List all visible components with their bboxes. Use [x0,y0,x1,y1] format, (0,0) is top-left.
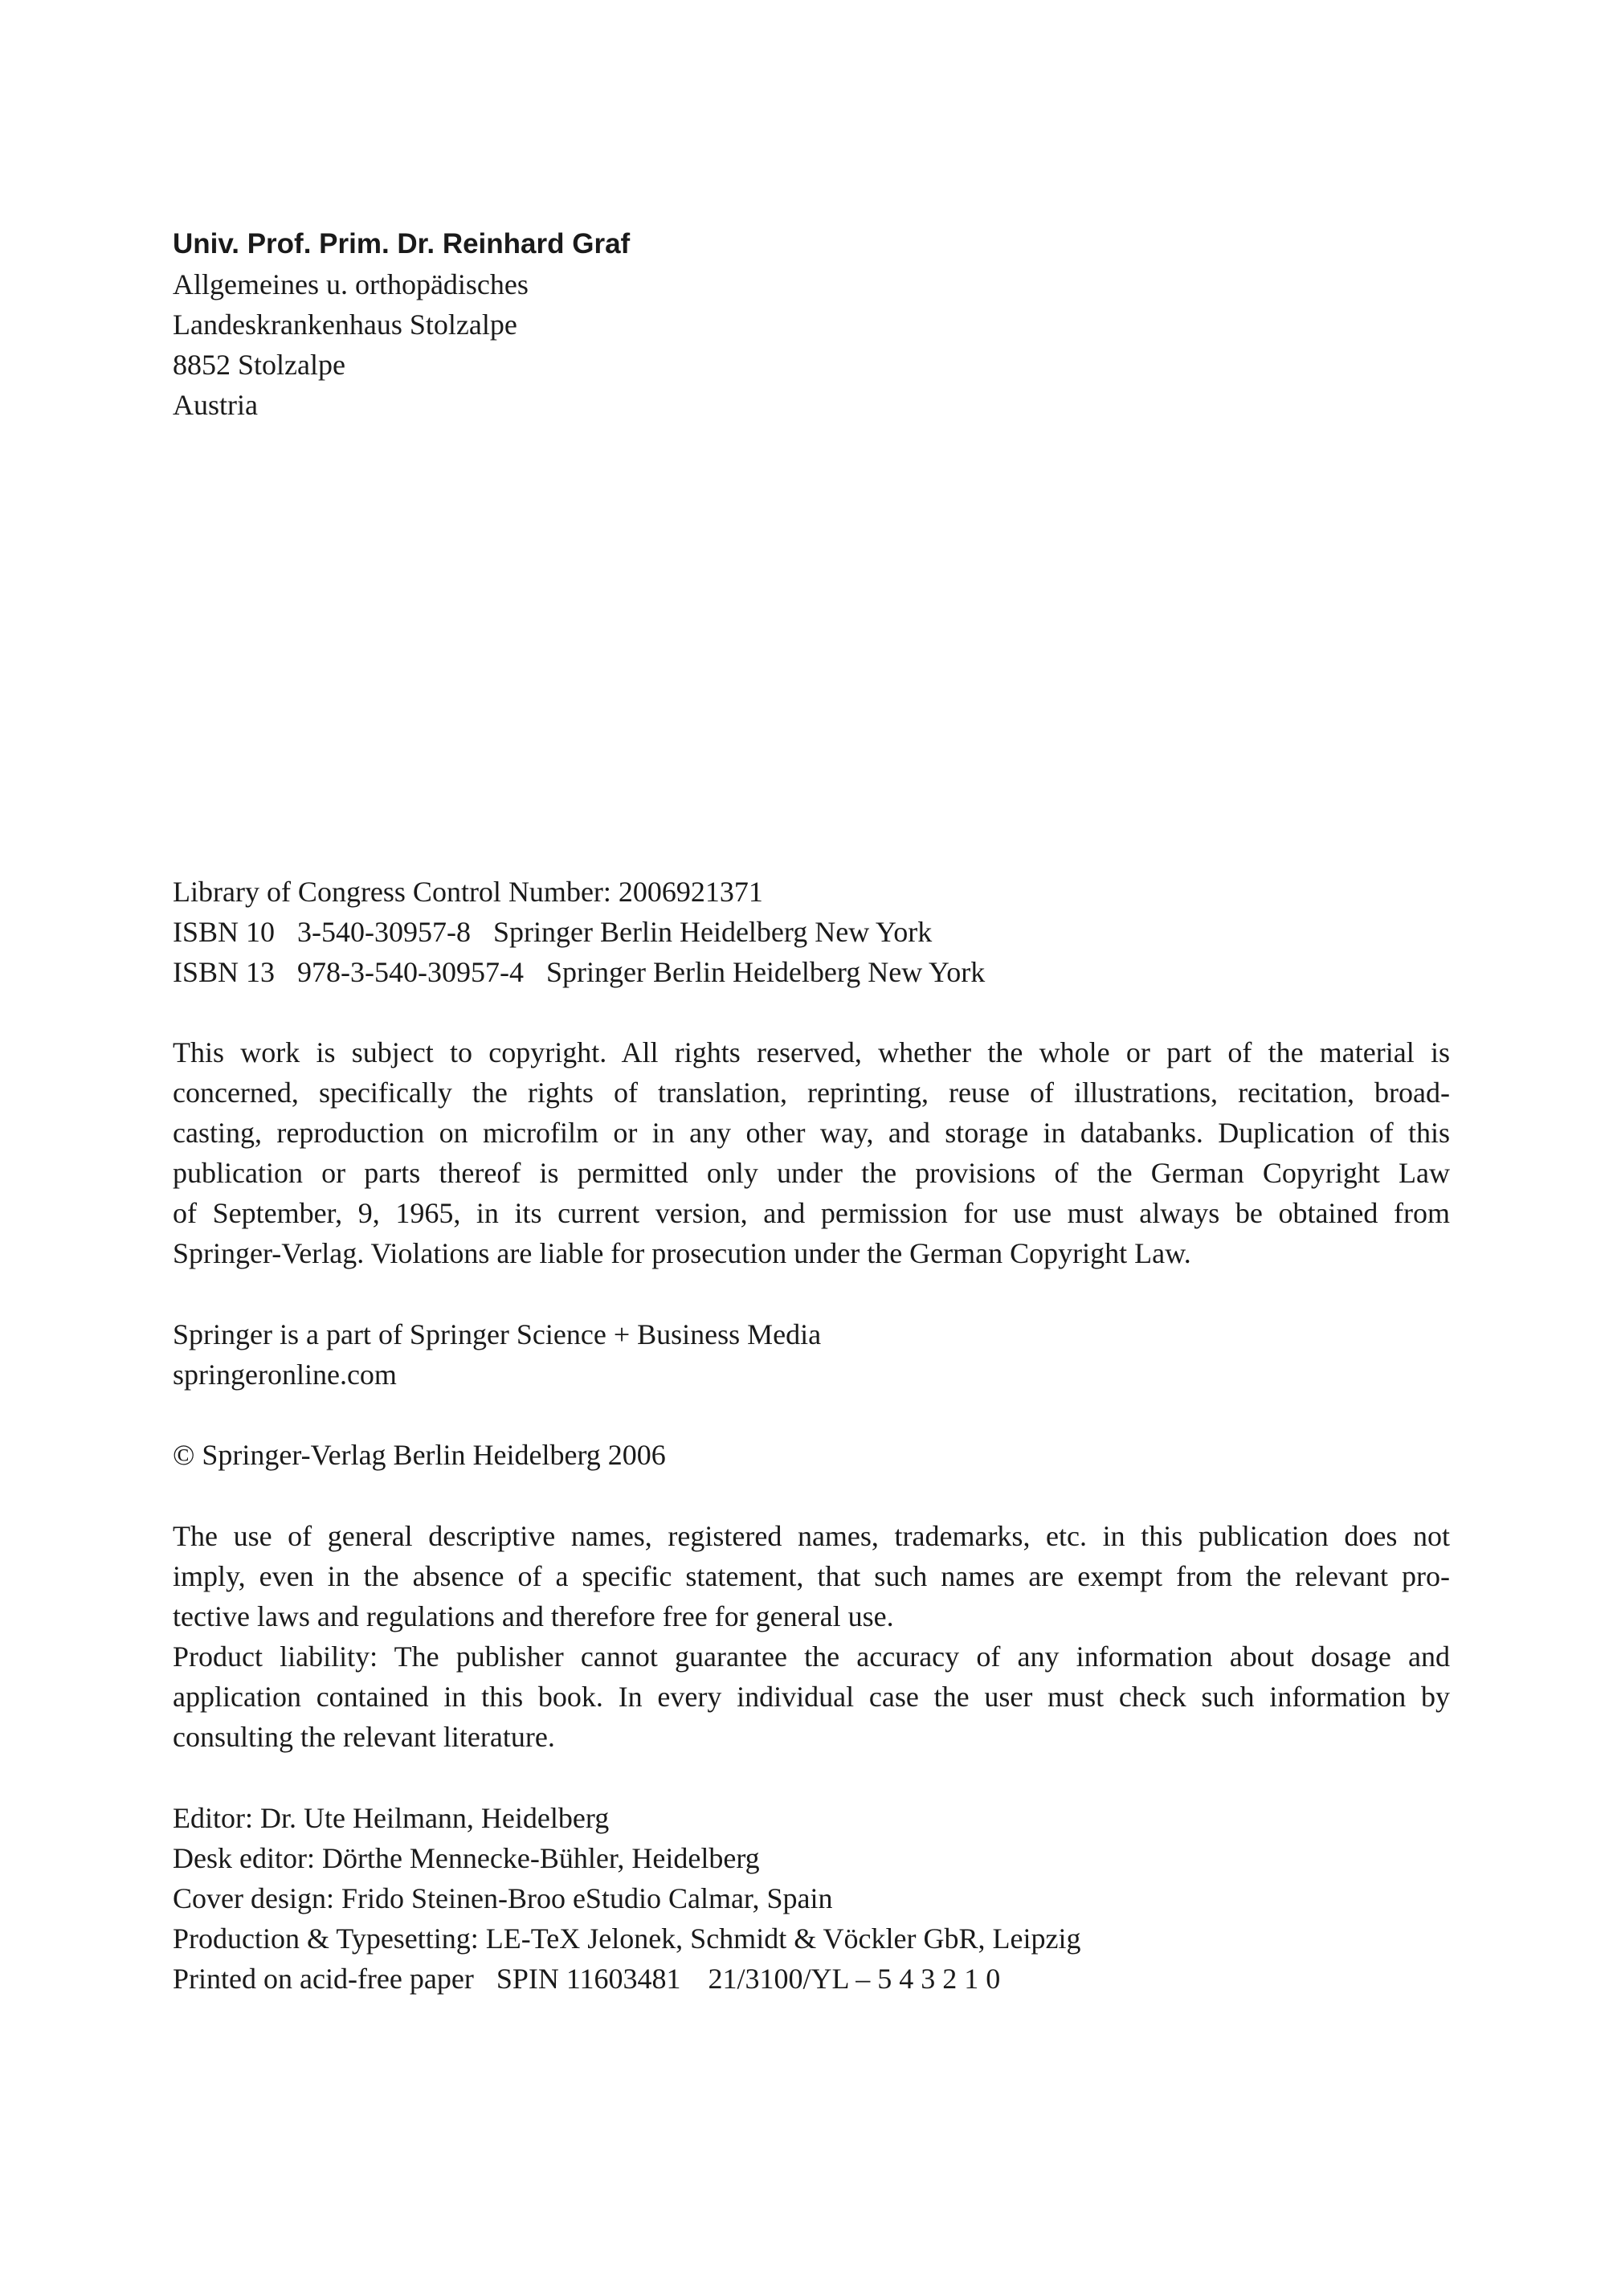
printed-label: Printed on acid-free paper [173,1963,474,1995]
spin-number: SPIN 11603481 [496,1963,681,1995]
liability-line: consulting the relevant literature. [173,1721,555,1753]
trademark-line: The use of general descriptive names, registered names, trademarks, etc. in this publication does not [173,1520,1450,1552]
isbn13-label: ISBN 13 [173,956,276,988]
legal-notices [173,1516,1450,1757]
trademark-line: tective laws and regulations and therefore free for general use. [173,1600,894,1632]
isbn10-number: 3-540-30957-8 [297,916,471,948]
lccn-line: Library of Congress Control Number: 2006921371 [173,876,763,908]
liability-line: Product liability: The publisher cannot guarantee the accuracy of any information about dosage and [173,1640,1450,1673]
notice-line: of September, 9, 1965, in its current version, and permission for use must always be obtained from [173,1197,1450,1229]
address-line: Austria [173,389,258,421]
address-line: 8852 Stolzalpe [173,349,345,381]
notice-line: concerned, specifically the rights of translation, reprinting, reuse of illustrations, recitation, broad- [173,1077,1450,1109]
author-address-block [173,224,1450,425]
isbn10-line [173,912,1450,952]
isbn13-number: 978-3-540-30957-4 [297,956,524,988]
production-line: Production & Typesetting: LE-TeX Jelonek, Schmidt & Vöckler GbR, Leipzig [173,1922,1081,1955]
publisher-block [173,1314,1450,1395]
address-line: Allgemeines u. orthopädisches [173,268,529,300]
print-code: 21/3100/YL – 5 4 3 2 1 0 [708,1963,1001,1995]
printing-line [173,1959,1450,1999]
isbn10-label: ISBN 10 [173,916,276,948]
trademark-line: imply, even in the absence of a specific statement, that such names are exempt from the relevant pro- [173,1560,1450,1592]
cataloging-block [173,872,1450,992]
publisher-website: springeronline.com [173,1358,397,1391]
copyright-line: © Springer-Verlag Berlin Heidelberg 2006 [173,1439,666,1471]
publisher-line: Springer is a part of Springer Science + Business Media [173,1318,822,1350]
cover-design-line: Cover design: Frido Steinen-Broo eStudio Calmar, Spain [173,1882,833,1914]
isbn13-publisher: Springer Berlin Heidelberg New York [545,956,986,988]
isbn10-publisher: Springer Berlin Heidelberg New York [493,916,933,948]
author-name: Univ. Prof. Prim. Dr. Reinhard Graf [173,228,631,259]
liability-line: application contained in this book. In every individual case the user must check such information by [173,1681,1450,1713]
credits-block [173,1798,1450,1999]
notice-line: Springer-Verlag. Violations are liable for prosecution under the German Copyright Law. [173,1237,1191,1269]
copyright-line-block [173,1435,1450,1475]
editor-line: Editor: Dr. Ute Heilmann, Heidelberg [173,1802,610,1834]
notice-line: This work is subject to copyright. All rights reserved, whether the whole or part of the material is [173,1036,1450,1068]
desk-editor-line: Desk editor: Dörthe Mennecke-Bühler, Heidelberg [173,1842,760,1874]
address-line: Landeskrankenhaus Stolzalpe [173,308,517,341]
copyright-notice [173,1032,1450,1273]
isbn13-line [173,952,1450,992]
notice-line: casting, reproduction on microfilm or in any other way, and storage in databanks. Duplication of this [173,1117,1450,1149]
notice-line: publication or parts thereof is permitted only under the provisions of the German Copyright Law [173,1157,1450,1189]
